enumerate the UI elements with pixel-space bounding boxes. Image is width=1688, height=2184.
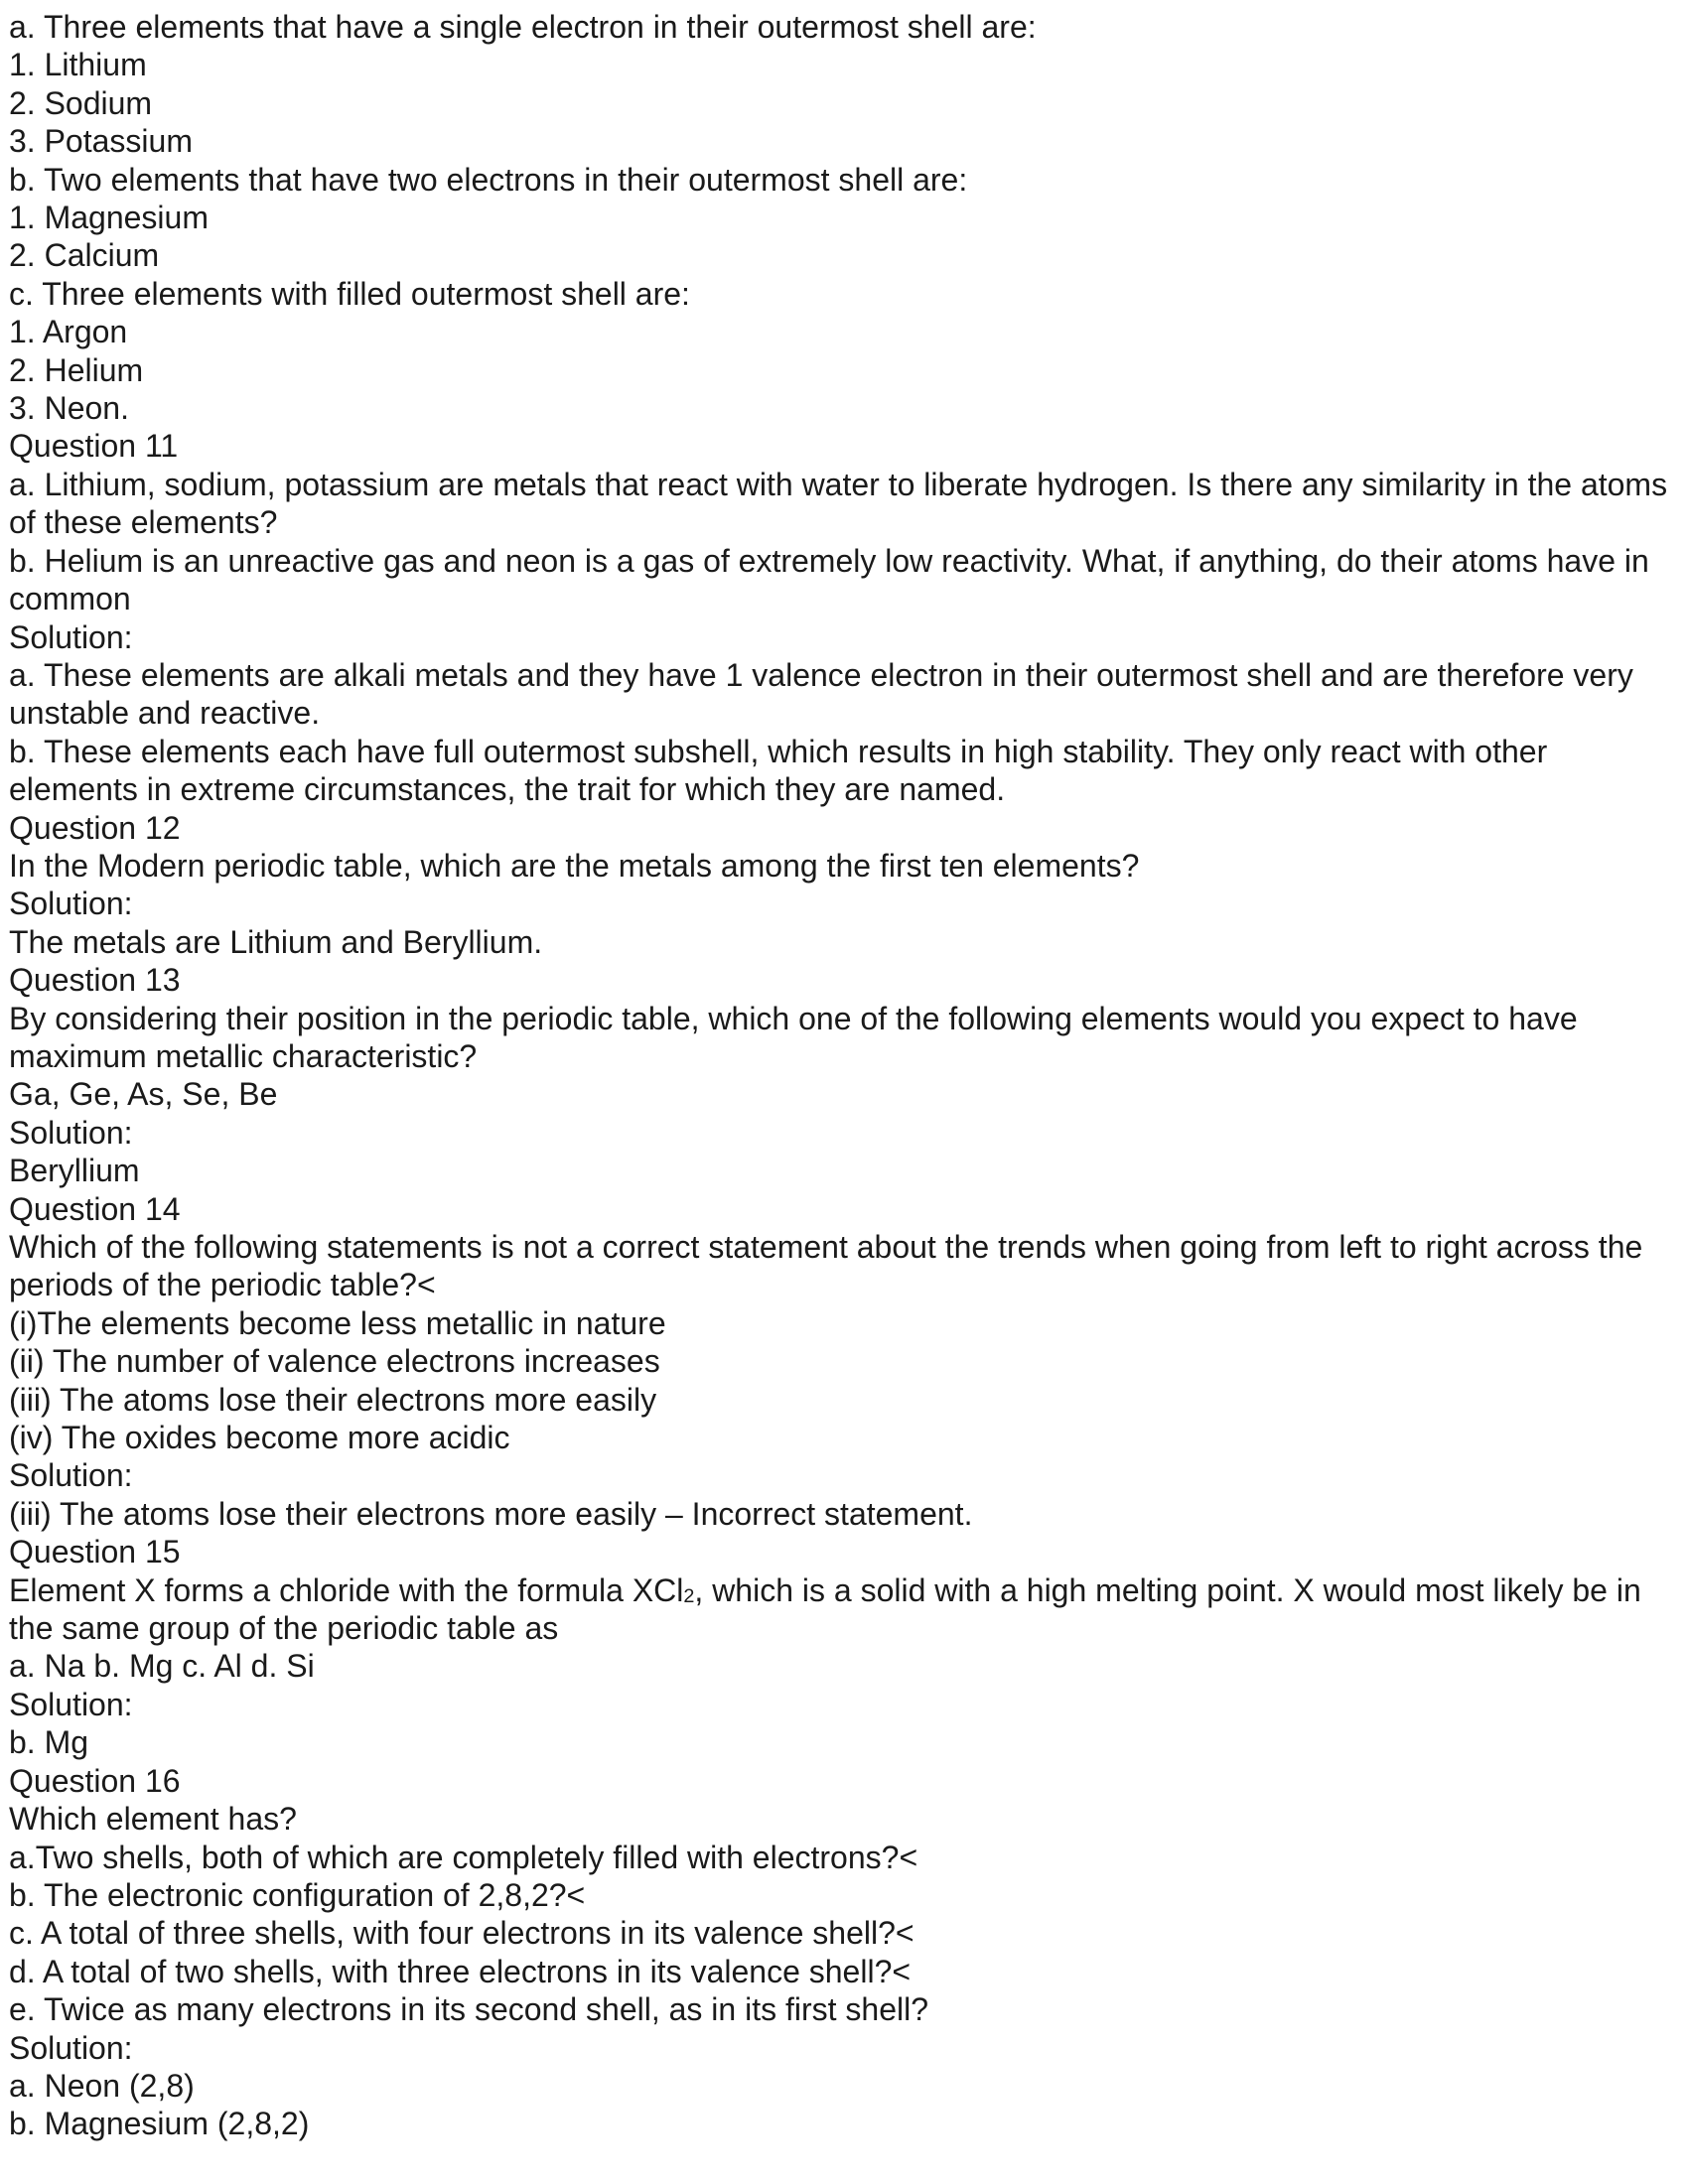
document-body (9, 8, 1682, 2143)
text-line: (iii) The atoms lose their electrons more easily (9, 1381, 657, 1418)
text-line: 2. Helium (9, 351, 144, 388)
text-line: Which of the following statements is not a correct statement about the trends when going from left to right across the periods of the periodic table?< (9, 1229, 1643, 1303)
text-line: Which element has? (9, 1801, 297, 1838)
text-line: a.Two shells, both of which are completely filled with electrons?< (9, 1839, 918, 1875)
text-line: (i)The elements become less metallic in nature (9, 1304, 666, 1341)
text-line: 2. Sodium (9, 84, 153, 121)
text-line: b. Two elements that have two electrons in their outermost shell are: (9, 161, 968, 198)
text-line: 1. Magnesium (9, 200, 209, 236)
text-line: 1. Lithium (9, 47, 147, 83)
text-line: a. Three elements that have a single electron in their outermost shell are: (9, 9, 1037, 45)
text-line: b. Helium is an unreactive gas and neon is a gas of extremely low reactivity. What, if anything, do their atoms have in common (9, 542, 1649, 617)
text-line: (iii) The atoms lose their electrons more easily – Incorrect statement. (9, 1495, 973, 1532)
text-line: b. The electronic configuration of 2,8,2?< (9, 1876, 586, 1913)
solution-heading: Solution: (9, 1457, 133, 1494)
text-line: a. These elements are alkali metals and they have 1 valence electron in their outermost shell and are therefore very unstable and reactive. (9, 656, 1633, 732)
question-heading: Question 16 (9, 1762, 181, 1799)
solution-heading: Solution: (9, 618, 133, 655)
text-line: (ii) The number of valence electrons increases (9, 1343, 660, 1380)
question-heading: Question 12 (9, 809, 181, 846)
text-line: 2. Calcium (9, 237, 160, 274)
text-line: d. A total of two shells, with three electrons in its valence shell?< (9, 1953, 912, 1989)
solution-heading: Solution: (9, 886, 133, 922)
text-line: b. Mg (9, 1724, 89, 1761)
text-line: b. Magnesium (2,8,2) (9, 2106, 310, 2142)
solution-heading: Solution: (9, 1686, 133, 1722)
solution-heading: Solution: (9, 2029, 133, 2066)
question-heading: Question 15 (9, 1534, 181, 1570)
question-heading: Question 14 (9, 1190, 181, 1227)
text-line: (iv) The oxides become more acidic (9, 1420, 510, 1456)
q15-statement (9, 1571, 1682, 1648)
text-line: c. Three elements with filled outermost shell are: (9, 275, 690, 312)
text-line: a. Na b. Mg c. Al d. Si (9, 1648, 315, 1685)
q15-subscript: 2 (683, 1584, 695, 1607)
text-line: In the Modern periodic table, which are the metals among the first ten elements? (9, 847, 1140, 884)
text-line: Beryllium (9, 1153, 140, 1189)
question-heading: Question 13 (9, 962, 181, 999)
solution-heading: Solution: (9, 1114, 133, 1151)
q15-text-before: Element X forms a chloride with the formula XCl (9, 1571, 684, 1608)
text-line: Ga, Ge, As, Se, Be (9, 1076, 278, 1113)
q15-text-after: , which is a solid with a high melting point. X would most likely be in the same group of the periodic table as (9, 1571, 1641, 1647)
text-line: The metals are Lithium and Beryllium. (9, 923, 543, 960)
text-line: b. These elements each have full outermost subshell, which results in high stability. They only react with other elements in extreme circumstances, the trait for which they are named. (9, 733, 1548, 808)
text-line: By considering their position in the periodic table, which one of the following elements would you expect to have maximum metallic characteristic? (9, 1000, 1578, 1074)
text-line: a. Neon (2,8) (9, 2067, 195, 2104)
text-line: 3. Potassium (9, 123, 193, 160)
text-line: 1. Argon (9, 314, 128, 350)
text-line: c. A total of three shells, with four electrons in its valence shell?< (9, 1915, 914, 1952)
text-line: e. Twice as many electrons in its second shell, as in its first shell? (9, 1991, 929, 2028)
question-heading: Question 11 (9, 428, 179, 465)
text-line: a. Lithium, sodium, potassium are metals that react with water to liberate hydrogen. Is there any similarity in the atoms of these elements? (9, 466, 1668, 541)
text-line: 3. Neon. (9, 390, 129, 427)
